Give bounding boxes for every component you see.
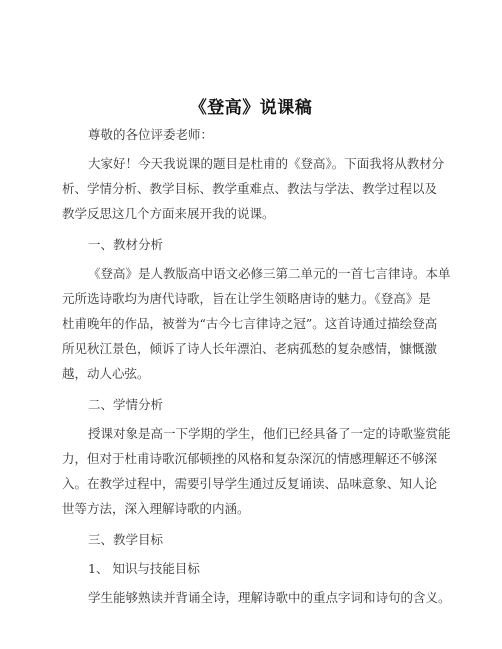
section1-line-3: 杜甫晚年的作品，被誉为“古今七言律诗之冠”。这首诗通过描绘登高 (62, 316, 438, 331)
section2-line-2: 力，但对于杜甫诗歌沉郁顿挫的风格和复杂深沉的情感理解还不够深 (62, 451, 438, 466)
section1-line-5: 越，动人心弦。 (62, 366, 150, 381)
section-heading-student-analysis: 二、学情分析 (88, 397, 164, 412)
document-title: 《登高》说课稿 (189, 98, 313, 118)
section-heading-teaching-material: 一、教材分析 (88, 237, 164, 252)
section-heading-teaching-goals: 三、教学目标 (88, 532, 164, 547)
greeting: 尊敬的各位评委老师： (88, 127, 214, 142)
intro-line-1: 大家好！今天我说课的题目是杜甫的《登高》。下面我将从教材分 (88, 156, 445, 171)
section2-line-1: 授课对象是高一下学期的学生，他们已经具备了一定的诗歌鉴赏能 (88, 426, 451, 441)
intro-line-3: 教学反思这几个方面来展开我的说课。 (62, 206, 275, 221)
section2-line-4: 世等方法，深入理解诗歌的内涵。 (62, 501, 250, 516)
intro-line-2: 析、学情分析、教学目标、教学重难点、教法与学法、教学过程以及 (62, 181, 438, 196)
section1-line-2: 元所选诗歌均为唐代诗歌，旨在让学生领略唐诗的魅力。《登高》是 (62, 291, 431, 306)
subsection-heading-knowledge-skills: 1、 知识与技能目标 (88, 561, 200, 576)
section1-line-4: 所见秋江景色，倾诉了诗人长年漂泊、老病孤愁的复杂感情，慷慨激 (62, 341, 438, 356)
section2-line-3: 入。在教学过程中，需要引导学生通过反复诵读、品味意象、知人论 (62, 476, 438, 491)
subsection1-line-1: 学生能够熟读并背诵全诗，理解诗歌中的重点字词和诗句的含义。 (88, 590, 451, 605)
section1-line-1: 《登高》是人教版高中语文必修三第二单元的一首七言律诗。本单 (88, 266, 451, 281)
